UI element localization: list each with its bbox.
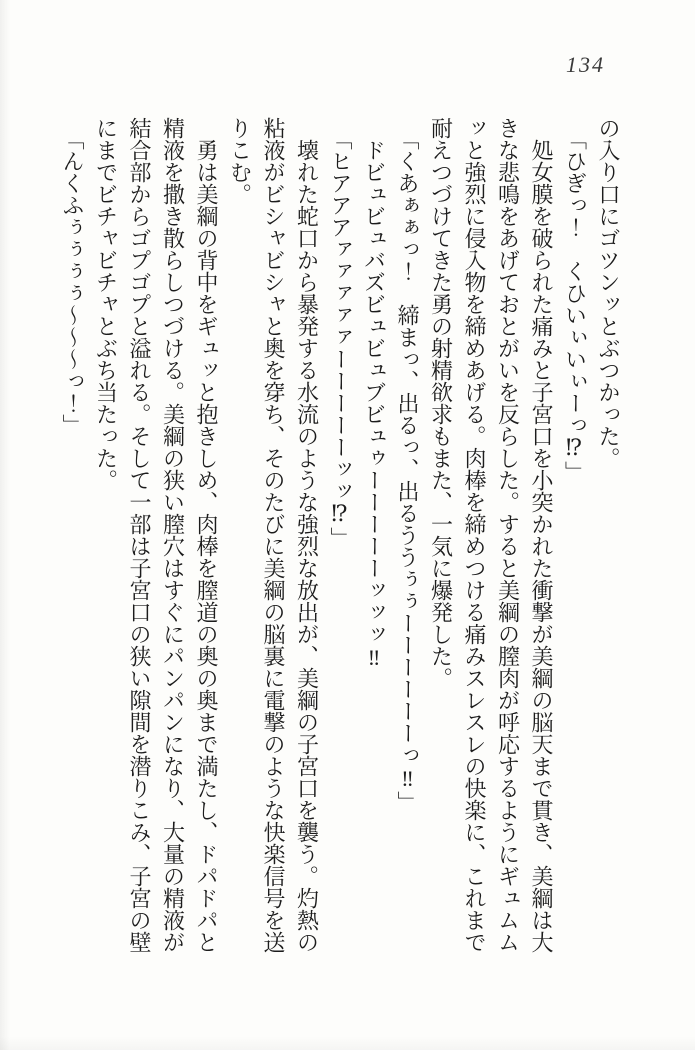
paragraph: 壊れた蛇口から暴発する水流のような強烈な放出が、美綱の子宮口を襲う。灼熱の粘液がビシャビシャと奥を穿ち、そのたびに美綱の脳裏に電撃のような快楽信号を送りこむ。	[227, 117, 320, 953]
paragraph: 「くあぁぁっ！ 締まっ、出るっ、出るううぅぅーーーーーーっ‼」	[395, 128, 420, 813]
paragraph: 「ヒアアアァァァァァーーーーーッッ⁉」	[328, 128, 353, 549]
paragraph: 勇は美綱の背中をギュッと抱きしめ、肉棒を膣道の奥の奥まで満たし、ドパドパと精液を撒き散らしつづける。美綱の狭い膣穴はすぐにパンパンになり、大量の精液が結合部からゴプゴプと溢れる。そして一部は子宮口の狭い隙間を潜りこみ、子宮の壁にまでビチャビチャとぶち当たった。	[93, 117, 219, 953]
paragraph: 「ひぎっ！ くひいぃいぃーっ⁉」	[562, 128, 588, 483]
page-number: 134	[566, 52, 605, 77]
paragraph: ドビュビュバズビュビュブビュゥーーーーーッッッ‼	[361, 139, 387, 670]
paragraph: 処女膜を破られた痛みと子宮口を小突かれた衝撃が美綱の脳天まで貫き、美綱は大きな悲鳴をあげておとがいを反らした。すると美綱の膣肉が呼応するようにギュムムッと強烈に侵入物を締めあげる。肉棒を締めつける痛みスレスレの快楽に、これまで耐えつづけてきた勇の射精欲求もまた、一気に爆発した。	[428, 117, 554, 953]
text-block	[55, 117, 625, 953]
paragraph: 「んくふぅぅぅぅ〜〜〜っ！」	[60, 128, 85, 436]
paragraph: の入り口にゴツンッとぶつかった。	[596, 117, 621, 469]
